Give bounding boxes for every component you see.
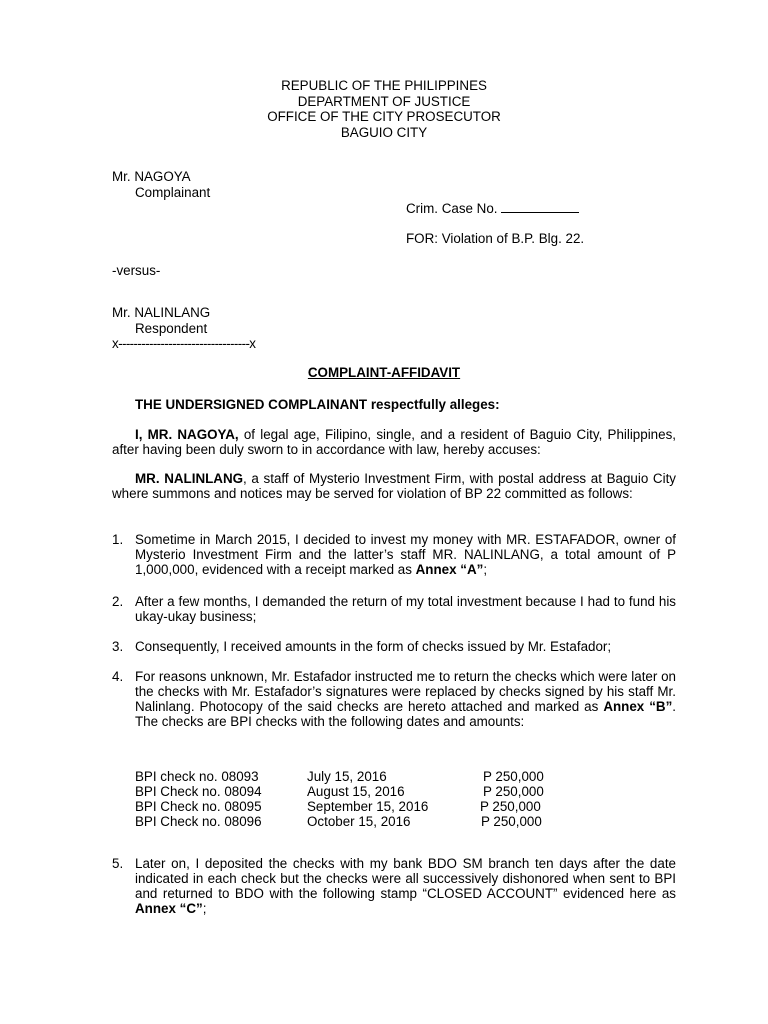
- list-item-text: Consequently, I received amounts in the form of checks issued by Mr. Estafador;: [135, 639, 612, 654]
- list-item-text: Sometime in March 2015, I decided to invest my money with MR. ESTAFADOR, owner of Mysterio Investment Firm and the latter’s staff MR. NALINLANG, a total amount of P 1,000,000, evidenced with a receipt marked as: [135, 532, 676, 577]
- check-date: July 15, 2016: [307, 769, 387, 784]
- list-item: [135, 669, 676, 729]
- list-item: [135, 594, 676, 624]
- list-item-number: 5.: [112, 856, 124, 871]
- paragraph-lead: I, MR. NAGOYA,: [135, 427, 239, 442]
- check-amount: P 250,000: [483, 769, 544, 784]
- complainant-role: Complainant: [135, 185, 211, 200]
- list-item-tail: . The checks are BPI checks with the following dates and amounts:: [135, 699, 676, 729]
- header-line-office: OFFICE OF THE CITY PROSECUTOR: [267, 109, 501, 124]
- header-line-city: BAGUIO CITY: [340, 124, 428, 140]
- list-item-number: 4.: [112, 669, 124, 684]
- list-item: [135, 532, 676, 577]
- case-number-label: Crim. Case No.: [406, 201, 498, 216]
- check-number: BPI check no. 08093: [135, 769, 259, 784]
- intro-heading: THE UNDERSIGNED COMPLAINANT respectfully alleges:: [135, 397, 500, 412]
- check-date: September 15, 2016: [307, 799, 429, 814]
- paragraph-lead: MR. NALINLANG: [135, 471, 244, 486]
- check-number: BPI Check no. 08094: [135, 784, 262, 799]
- check-date: August 15, 2016: [307, 784, 405, 799]
- paragraph-respondent-identity: [112, 471, 676, 501]
- complainant-name: Mr. NAGOYA: [112, 169, 191, 184]
- paragraph-text: of legal age, Filipino, single, and a resident of Baguio City, Philippines, after having been duly sworn to in accordance with law, hereby accuses:: [112, 427, 676, 457]
- paragraph-complainant-identity: [112, 427, 676, 457]
- case-number-blank: [501, 201, 579, 213]
- annex-reference: Annex “B”: [603, 699, 673, 714]
- list-item: [135, 639, 676, 654]
- caption-divider: x----------------------------------x: [112, 336, 256, 351]
- charge-line: FOR: Violation of B.P. Blg. 22.: [406, 231, 585, 246]
- versus-label: -versus-: [112, 263, 161, 278]
- respondent-name: Mr. NALINLANG: [112, 305, 211, 320]
- annex-reference: Annex “A”: [415, 562, 484, 577]
- list-item-number: 3.: [112, 639, 124, 654]
- case-number-line: [406, 201, 579, 216]
- check-amount: P 250,000: [483, 784, 544, 799]
- list-item-text: For reasons unknown, Mr. Estafador instructed me to return the checks which were later on the checks with Mr. Estafador’s signatures were replaced by checks signed by his staff Mr. Nalinlang. Photocopy of the said checks are hereto attached and marked as: [135, 669, 676, 714]
- respondent-role: Respondent: [135, 321, 208, 336]
- check-number: BPI Check no. 08095: [135, 799, 262, 814]
- annex-reference: Annex “C”: [135, 901, 203, 916]
- check-number: BPI Check no. 08096: [135, 814, 262, 829]
- list-item-number: 1.: [112, 532, 124, 547]
- document-title: COMPLAINT-AFFIDAVIT: [307, 365, 461, 380]
- paragraph-text: , a staff of Mysterio Investment Firm, with postal address at Baguio City where summons and notices may be served for violation of BP 22 committed as follows:: [112, 471, 676, 501]
- header-line-republic: REPUBLIC OF THE PHILIPPINES: [281, 78, 487, 93]
- check-amount: P 250,000: [481, 814, 542, 829]
- header-line-department: DEPARTMENT OF JUSTICE: [297, 93, 471, 109]
- list-item-tail: ;: [202, 901, 207, 916]
- list-item: [135, 856, 676, 916]
- document-header: [0, 78, 768, 140]
- list-item-number: 2.: [112, 594, 124, 609]
- check-amount: P 250,000: [480, 799, 541, 814]
- list-item-tail: ;: [483, 562, 488, 577]
- list-item-text: After a few months, I demanded the return of my total investment because I had to fund his ukay-ukay business;: [135, 594, 676, 624]
- list-item-text: Later on, I deposited the checks with my bank BDO SM branch ten days after the date indicated in each check but the checks were all successively dishonored when sent to BPI and returned to BDO with the following stamp “CLOSED ACCOUNT” evidenced here as: [135, 856, 676, 901]
- check-date: October 15, 2016: [307, 814, 411, 829]
